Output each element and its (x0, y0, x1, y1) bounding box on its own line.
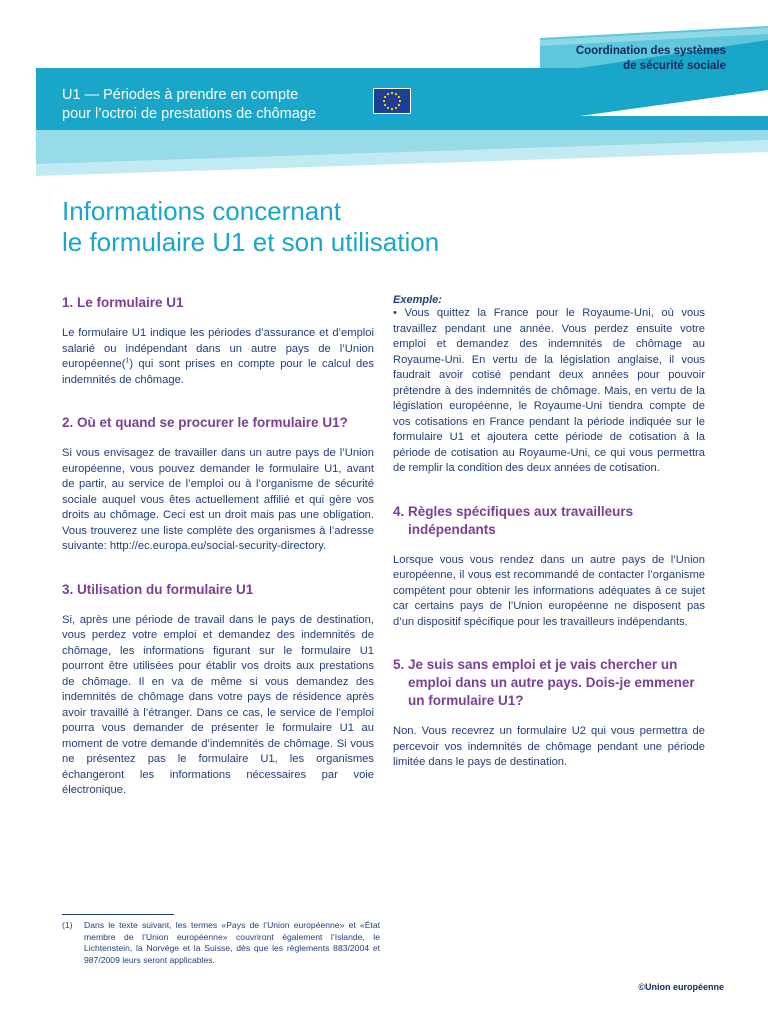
section-5-heading: 5. Je suis sans emploi et je vais chercher un emploi dans un autre pays. Dois-je emmener un formulaire U1? (393, 657, 695, 708)
right-column (393, 294, 705, 797)
eu-star-icon (384, 96, 386, 98)
header-publisher (506, 44, 726, 74)
eu-star-icon (399, 100, 401, 102)
footnote (62, 920, 380, 966)
section-4-heading: 4. Règles spécifiques aux travailleurs indépendants (393, 503, 634, 537)
section-2-text: Si vous envisagez de travailler dans un autre pays de l’Union européenne, vous pouvez demander le formulaire U1, avant de partir, au service de l’emploi ou à l’organisme de sécurité sociale auquel vous êtes actuellement affilié et qui gère vos droits au chômage. Ceci est un droit mais pas une obligation. Vous trouverez une liste complète des organismes à l’adresse suivante: http://ec.europa.eu/social-security-directory. (62, 447, 374, 552)
section-3-text: Si, après une période de travail dans le pays de destination, vous perdez votre emploi et demandez des indemnités de chômage, les informations figurant sur le formulaire U1 pourront être utilisées pour établir vos droits aux prestations de chômage. Il en va de même si vous demandez des indemnités de chômage dans votre pays de résidence après avoir travaillé à l’étranger. Dans ce cas, le service de l’emploi pourra vous demander de présenter le formulaire U1 au moment de votre demande d’indemnités de chômage. Si vous ne présentez pas le formulaire U1, les organismes échangeront les informations nécessaires par voie électronique. (62, 613, 374, 796)
header-form-title-line1: U1 — Périodes à prendre en compte (62, 87, 299, 103)
copyright-notice: ©Union européenne (638, 982, 724, 992)
eu-star-icon (384, 104, 386, 106)
eu-star-icon (387, 107, 389, 109)
footnote-mark: (1) (62, 920, 73, 930)
header-form-title (62, 86, 382, 124)
eu-star-icon (398, 104, 400, 106)
page-title-line1: Informations concernant (62, 196, 341, 226)
example-label: Exemple: (393, 294, 442, 306)
eu-star-icon (383, 100, 385, 102)
section-5-text: Non. Vous recevrez un formulaire U2 qui vous permettra de percevoir vos indemnités de chômage pendant une période limitée dans le pays de destination. (393, 725, 705, 768)
eu-star-icon (391, 92, 393, 94)
section-1-text-a: Le formulaire U1 indique les périodes d’assurance et d’emploi salarié ou indépendant dans un autre pays de l’Union européenne( (62, 327, 374, 370)
eu-flag-icon (373, 88, 411, 114)
eu-star-icon (387, 93, 389, 95)
header-publisher-line2: de sécurité sociale (623, 60, 726, 72)
footnote-divider (62, 914, 174, 915)
eu-star-icon (395, 107, 397, 109)
section-4-text: Lorsque vous vous rendez dans un autre pays de l’Union européenne, il vous est recommandé de contacter l’organisme compétent pour obtenir les informations adéquates à ce sujet car certains pays de l’Union européenne ne disposent pas d’un dispositif spécifique pour les travailleurs indépendants. (393, 553, 705, 628)
page-title-line2: le formulaire U1 et son utilisation (62, 227, 440, 257)
section-3-heading: 3. Utilisation du formulaire U1 (62, 581, 254, 597)
left-column (62, 294, 374, 825)
eu-star-icon (398, 96, 400, 98)
example-text: • Vous quittez la France pour le Royaume-Uni, où vous travaillez pendant une année. Vous perdez ensuite votre emploi et demandez des indemnités de chômage au Royaume-Uni. En vertu de la législation anglaise, il vous faudrait avoir cotisé pendant deux années pour pouvoir prétendre à des indemnités de chômage. Mais, en vertu de la législation européenne, le Royaume-Uni tiendra compte de vos cotisations en France pendant la période indiquée sur le formulaire U1 et ajoutera cette période de cotisation à la période de cotisation au Royaume-Uni, ce qui vous permettra de remplir la condition des deux années de cotisation. (393, 307, 705, 474)
section-2-heading: 2. Où et quand se procurer le formulaire U1? (62, 415, 348, 430)
header-form-title-line2: pour l’octroi de prestations de chômage (62, 106, 316, 122)
eu-star-icon (391, 108, 393, 110)
eu-star-icon (395, 93, 397, 95)
section-1-text-b: ) qui sont prises en compte pour le calcul des indemnités de chômage. (62, 358, 374, 386)
section-1-text (62, 326, 374, 388)
page-title (62, 196, 722, 258)
footnote-ref: 1 (125, 357, 130, 365)
header-publisher-line1: Coordination des systèmes (575, 45, 726, 57)
footnote-text: Dans le texte suivant, les termes «Pays de l’Union européenne» et «État membre de l’Union européenne» couvriront également l’Islande, le Lichtenstein, la Norvège et la Suisse, dès que les règlements 883/2004 et 987/2009 leurs seront applicables. (84, 920, 380, 965)
section-1-heading: 1. Le formulaire U1 (62, 295, 184, 310)
